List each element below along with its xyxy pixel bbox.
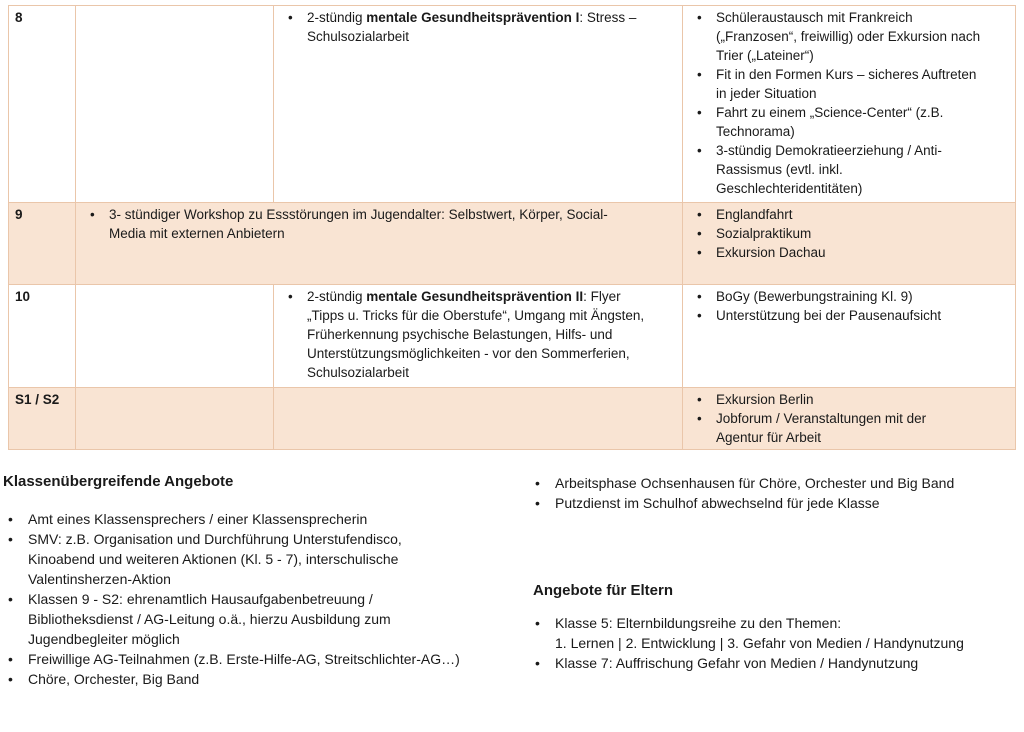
grade-8-activities-cell (683, 6, 1016, 203)
s1-s2-activities-cell (683, 388, 1016, 450)
program-table (8, 5, 1016, 450)
parents-list (530, 613, 1018, 673)
text-segment-bold: mentale Gesundheitsprävention II (366, 289, 584, 304)
cross-class-heading: Klassenübergreifende Angebote (3, 473, 234, 490)
grade-9-workshop-cell (76, 203, 683, 285)
bullet-item: • Exkursion Dachau (689, 243, 1011, 262)
parents-heading: Angebote für Eltern (533, 582, 674, 599)
grade-10-activities-list (689, 287, 1011, 325)
grade-9-activities-cell (683, 203, 1016, 285)
grade-9-workshop-list (82, 205, 678, 243)
text-segment: 2-stündig (307, 10, 367, 25)
bullet-item: • Sozialpraktikum (689, 224, 1011, 243)
grade-10-activities-cell (683, 285, 1016, 388)
grade-9-label-cell: 9 (9, 203, 76, 285)
bullet-item (280, 8, 678, 46)
text-segment: : Flyer „Tipps u. Tricks für die Oberstufe“, Umgang mit Ängsten, Früherkennung psychische Belastungen, Hilfs- und Unterstützungsmöglichkeiten - vor den Sommerferien, Schulsozialarbeit (307, 289, 645, 380)
bullet-item: • Klasse 7: Auffrischung Gefahr von Medien / Handynutzung (530, 653, 1018, 673)
grade-9-activities-list (689, 205, 1011, 262)
bullet-item: • Fit in den Formen Kurs – sicheres Auftreten in jeder Situation (689, 65, 1011, 103)
grade-8-activities-list (689, 8, 1011, 198)
bullet-item: • Klasse 5: Elternbildungsreihe zu den Themen: 1. Lernen | 2. Entwicklung | 3. Gefahr von Medien / Handynutzung (530, 613, 1018, 653)
bullet-item: • Schüleraustausch mit Frankreich („Franzosen“, freiwillig) oder Exkursion nach Trier („Lateiner“) (689, 8, 1011, 65)
bullet-item: • Freiwillige AG-Teilnahmen (z.B. Erste-Hilfe-AG, Streitschlichter-AG…) (3, 649, 503, 669)
s1-s2-label-cell: S1 / S2 (9, 388, 76, 450)
cross-class-list-right (530, 473, 1018, 513)
bullet-item: • 3-stündig Demokratieerziehung / Anti- Rassismus (evtl. inkl. Geschlechteridentitäten) (689, 141, 1011, 198)
s1-s2-activities-list (689, 390, 1011, 447)
bullet-item: • BoGy (Bewerbungstraining Kl. 9) (689, 287, 1011, 306)
grade-10-prevention-cell (274, 285, 683, 388)
bullet-item: • Amt eines Klassensprechers / einer Klassensprecherin (3, 509, 503, 529)
bullet-item: • Jobforum / Veranstaltungen mit der Agentur für Arbeit (689, 409, 1011, 447)
bullet-item: • Englandfahrt (689, 205, 1011, 224)
bullet-item: • SMV: z.B. Organisation und Durchführung Unterstufendisco, Kinoabend und weiteren Aktionen (Kl. 5 - 7), interschulische Valentinsherzen-Aktion (3, 529, 503, 589)
bullet-item: • Unterstützung bei der Pausenaufsicht (689, 306, 1011, 325)
table-row-grade-10 (9, 285, 1016, 388)
table-row-grade-8 (9, 6, 1016, 203)
text-segment: : Stress – Schulsozialarbeit (307, 10, 637, 44)
grade-10-prevention-list (280, 287, 678, 382)
grade-8-prevention-cell (274, 6, 683, 203)
grade-8-empty-cell (76, 6, 274, 203)
cross-class-list (3, 509, 503, 689)
bullet-item: • 3- stündiger Workshop zu Essstörungen im Jugendalter: Selbstwert, Körper, Social- Media mit externen Anbietern (82, 205, 678, 243)
grade-8-label-cell: 8 (9, 6, 76, 203)
bullet-item: • Arbeitsphase Ochsenhausen für Chöre, Orchester und Big Band (530, 473, 1018, 493)
grade-8-prevention-list (280, 8, 678, 46)
bullet-item: • Klassen 9 - S2: ehrenamtlich Hausaufgabenbetreuung / Bibliotheksdienst / AG-Leitung o.ä., hierzu Ausbildung zum Jugendbegleiter möglich (3, 589, 503, 649)
s1-s2-empty-cell-2 (274, 388, 683, 450)
bullet-item: • Putzdienst im Schulhof abwechselnd für jede Klasse (530, 493, 1018, 513)
table-row-s1-s2 (9, 388, 1016, 450)
bullet-item: • Chöre, Orchester, Big Band (3, 669, 503, 689)
s1-s2-empty-cell-1 (76, 388, 274, 450)
text-segment-bold: mentale Gesundheitsprävention I (366, 10, 580, 25)
bullet-item: • Fahrt zu einem „Science-Center“ (z.B. Technorama) (689, 103, 1011, 141)
text-segment: 2-stündig (307, 289, 367, 304)
grade-10-empty-cell (76, 285, 274, 388)
grade-10-label-cell: 10 (9, 285, 76, 388)
table-row-grade-9 (9, 203, 1016, 285)
bullet-item (280, 287, 678, 382)
bullet-item: • Exkursion Berlin (689, 390, 1011, 409)
